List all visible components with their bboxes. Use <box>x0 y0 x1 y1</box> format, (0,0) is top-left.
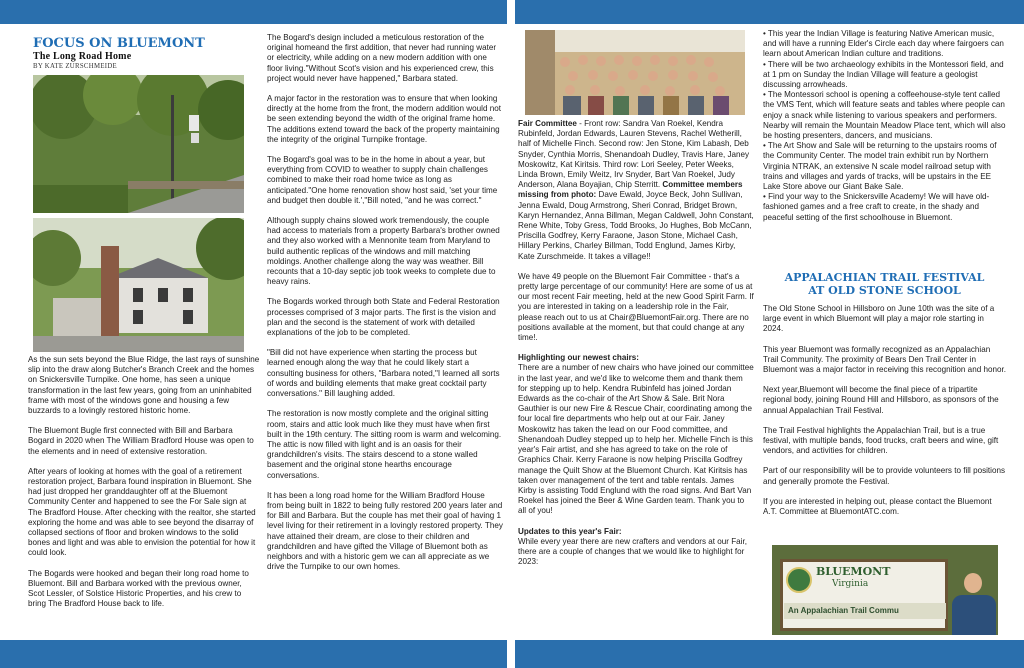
fair-update-bullet: • There will be two archaeology exhibits in the Montessori field, and at 1 pm on Sunday the Indian Village will feature a geologist discussing arrowheads. <box>763 59 1004 90</box>
chairs-heading: Highlighting our newest chairs: <box>518 353 639 363</box>
at-paragraph: If you are interested in helping out, please contact the Bluemont A.T. Committee at BluemontATC.com. <box>763 496 992 517</box>
at-paragraph: This year Bluemont was formally recognized as an Appalachian Trail Community. The proximity of Bears Den Trail Center in Bluemont was a major factor in receiving this recognition and honor. <box>763 344 1006 375</box>
updates-paragraph: While every year there are new crafters and vendors at our Fair, there are a couple of changes that we would like to highlight for 2023: <box>518 536 747 567</box>
at-banner-photo <box>772 545 998 635</box>
at-paragraph: Next year,Bluemont will become the final piece of a tripartite regional body, joining Round Hill and Hillsboro, as sponsors of the annual Appalachian Trail Festival. <box>763 385 999 415</box>
at-title-line1: APPALACHIAN TRAIL FESTIVAL <box>784 271 985 284</box>
fair-update-bullet: • The Montessori school is opening a coffeehouse-style tent called the VMS Tent, which will feature seats and tables where people can enjoy a snack while listening to various speakers and performers. Nearby will remain the Mountain Meadow Place tent, which will also be hosting presenters, dancers, and musicians. <box>763 90 1006 141</box>
bottom-band-left <box>0 640 507 668</box>
article-paragraph: The Bluemont Bugle first connected with Bill and Barbara Bogard in 2020 when The William Bradford House was open to the elements and in need of extensive restoration. <box>28 426 254 456</box>
updates-heading: Updates to this year's Fair: <box>518 526 622 536</box>
bradford-house-photo <box>33 218 244 352</box>
banner-title: BLUEMONT <box>816 565 891 578</box>
photo-caption <box>518 119 754 262</box>
fair-committee-photo <box>525 30 745 115</box>
article-paragraph: A major factor in the restoration was to ensure that when looking directly at the home from the front, the modern addition would not be seen extending beyond the width of the original frame home. The additions extend toward the back of the property maintaining the integrity of the original Turnpike frontage. <box>267 94 501 144</box>
fair-update-bullet: • Find your way to the Snickersville Academy! We will have old-fashioned games and a free craft to create, in the shady and peaceful setting of the first schoolhouse in Bluemont. <box>763 192 990 222</box>
bottom-band-right <box>515 640 1024 668</box>
article-column-1 <box>28 355 260 619</box>
person-body <box>952 595 996 635</box>
right-column-2 <box>763 29 1006 223</box>
fair-update-bullet: • The Art Show and Sale will be returning to the upstairs rooms of the Community Center. The model train exhibit run by Northern Virginia NTRAK, an extensive N scale model railroad setup with trains and villages and yards of tracks, will be upstairs in the EE Lake Store above our Giant Bake Sale. <box>763 141 997 192</box>
article-paragraph: The Bogard's goal was to be in the home in about a year, but everything from COVID to weather to supply chain challenges combined to make their road home twice as long as anticipated."One home renovation show host said, 'set your time and budget then double it.',"Bill noted, "and he was correct." <box>267 155 498 205</box>
fair-paragraph: We have 49 people on the Bluemont Fair Committee - that's a pretty large percentage of our community! Here are some of us at our most recent Fair meeting, held at the new Good Spirit Farm. If you are interested in taking on a leadership role in the Fair, please reach out to us at Chair@BluemontFair.org. There are no positions available at the moment, but that could change at any time!. <box>518 271 754 343</box>
article-paragraph: As the sun sets beyond the Blue Ridge, the last rays of sunshine slip into the draw along Butcher's Branch Creek and the homes on Snickersville Turnpike. One home, has seen a unique transformation in the last few years, going from an uninhabited frame with most of the windows gone and housing a few buzzards to a lovingly restored historic home. <box>28 355 260 416</box>
banner-subtitle: Virginia <box>832 579 869 589</box>
article-paragraph: The Bogards were hooked and began their long road home to Bluemont. Bill and Barbara worked with the previous owner, Scot Lessler, of Solstice Historic Properties, and his crew to bring The Bradford House back to life. <box>28 568 249 609</box>
right-column-1 <box>518 119 754 577</box>
article-paragraph: "Bill did not have experience when starting the process but learned enough along the way that he could likely start a consulting business for others, "Barbara noted,"I learned all sorts of words and building elements that make great cocktail party conversations." Bill laughing added. <box>267 348 500 399</box>
article-paragraph: The Bogard's design included a meticulous restoration of the original homeand the first addition, that never had running water or electricity, while adding on a new modern addition with one floor living."Without Scot's vision and his experienced crew, this project would never have happened," Barbara stated. <box>267 33 497 83</box>
article-header <box>33 37 243 70</box>
banner-emblem <box>786 567 812 593</box>
caption-text: - Front row: Sandra Van Roekel, Kendra Rubinfeld, Jordan Edwards, Lauren Stevens, Rachel Wetherill, half of Michelle Finch. Second row: Jen Stone, Kim Labash, Deb Snyder, Cynthia Morris, Shenandoah Dudley, Travis Hare, Janey Moskowitz, Kat Kiritsis. Third row: Lori Seeley, Peter Weeks, Linda Brown, Emily Weitz, Irv Snyder, Bart Van Roekel, Judy Anderson, Alana Boyajian, Chip Sterritt. <box>518 119 750 190</box>
article-paragraph: The Bogards worked through both State and Federal Restoration processes comprised of 3 major parts. The first is the vision and plan and the second is the statement of work with detailed explanations of the job to be completed. <box>267 297 500 338</box>
article-paragraph: It has been a long road home for the William Bradford House from being built in 1822 to being fully restored 200 years later and for Bill and Barbara. But the couple has met their goal of having 1 level living for their retirement in a lovingly restored property. They have attained their dream, are close to their children and grandchildren and have gifted the Village of Bluemont both as neighbors and with a historic gem we can all appreciate as we drive the Turnpike to our own homes. <box>267 490 503 572</box>
caption-lead: Fair Committee <box>518 119 577 128</box>
article-paragraph: The restoration is now mostly complete and the original sitting room, stairs and attic look much like they must have when first built in the 19th century. The sitting room is warm and welcoming. The attic is now filled with light and is an oasis for their grandchildren's visits. The stairs descend to a stone walled basement and the original stone hearths encourage conversations. <box>267 409 502 480</box>
person-head <box>964 573 982 593</box>
at-festival-title <box>763 271 1006 297</box>
missing-lead: Committee members missing from photo: <box>518 180 743 200</box>
fair-update-bullet: • This year the Indian Village is featuring Native American music, and will have a running Elder's Circle each day where fairgoers can learn about American Indian culture and traditions. <box>763 29 1004 59</box>
at-paragraph: The Trail Festival highlights the Appalachian Trail, but is a true festival, with multiple bands, food trucks, craft beers and wine, gift vendors, and activities for children. <box>763 425 999 456</box>
chairs-paragraph: There are a number of new chairs who have joined our committee in the last year, and we'd like to welcome them and thank them for stepping up to help. Kendra Rubinfeld has joined Jordan Edwards as the co-chair of the Art Show & Sale. Brit Nora Gauthier is our new Fire & Rescue Chair, coordinating among the four local fire departments who help out at our Fair. Janey Moskowitz has taken the lead on our Food committee, and Shenandoah Dudley stepped up to help her. Michelle Finch is this year's Fair artist, and she has agreed to take on the role of Graphics Chair. Kerry Faraone is now helping Priscilla Godfrey manage the Quilt Show at the Bluemont Church. Kat Kiritsis has taken over management of the tent and table rentals. James Kirby is assisting Todd Englund with the road signs. And Bart Van Roekel has joined the Beer & Wine Garden team. Thank you to all of you! <box>518 363 754 516</box>
at-paragraph: The Old Stone School in Hillsboro on June 10th was the site of a large event in which Bluemont will play a major role starting in 2024. <box>763 304 995 334</box>
article-paragraph: After years of looking at homes with the goal of a retirement restoration project, Barbara found inspiration in Bluemont. She had just dropped her granddaughter off at the Bluemont Community Center and happened to see the For Sale sign at The Bradford House. After checking with the realtor, she started exploring the home and was able to see beyond the disarray of collapsed sections of floor and broken windows to the solid bones and light and was able to envision the potential for how it could look. <box>28 466 256 558</box>
missing-text: Dave Ewald, Joyce Beck, John Sullivan, Jenna Ewald, Doug Armstrong, Sheri Conrad, Bridget Brown, Karyn Hernandez, Anna Billman, Megan Caldwell, John Constant, Rene White, Toby Gress, Todd Brooks, Jo Hughes, Bob McCann, Priscilla Godfrey, Kerry Faraone, Jason Stone, Michael Cash, Hillary Perkins, Charley Billman, Todd Englund, James Kirby, Kate Zurschmeide. It takes a village!! <box>518 190 754 261</box>
top-band-right <box>515 0 1024 24</box>
section-title: FOCUS ON BLUEMONT <box>33 36 205 51</box>
article-column-2 <box>267 33 503 582</box>
article-paragraph: Although supply chains slowed work tremendously, the couple had access to materials from a property Barbara's brother owned and they also worked with a Mennonite team from Maryland to build authentic replicas of the windows and mill matching moldings. Another challenge along the way was weather. Bill recounts that a 10-day septic job took weeks to complete due to heavy rains. <box>267 216 500 287</box>
at-paragraph: Part of our responsibility will be to provide volunteers to fill positions and generally promote the Festival. <box>763 466 1006 486</box>
article-subtitle: The Long Road Home <box>33 51 132 62</box>
bridge-road-photo <box>33 75 244 213</box>
byline: BY KATE ZURSCHMEIDE <box>33 63 117 70</box>
top-band-left <box>0 0 507 24</box>
at-title-line2: AT OLD STONE SCHOOL <box>808 284 961 297</box>
banner-tagline: An Appalachian Trail Commu <box>788 606 899 615</box>
at-festival-body <box>763 304 1006 527</box>
